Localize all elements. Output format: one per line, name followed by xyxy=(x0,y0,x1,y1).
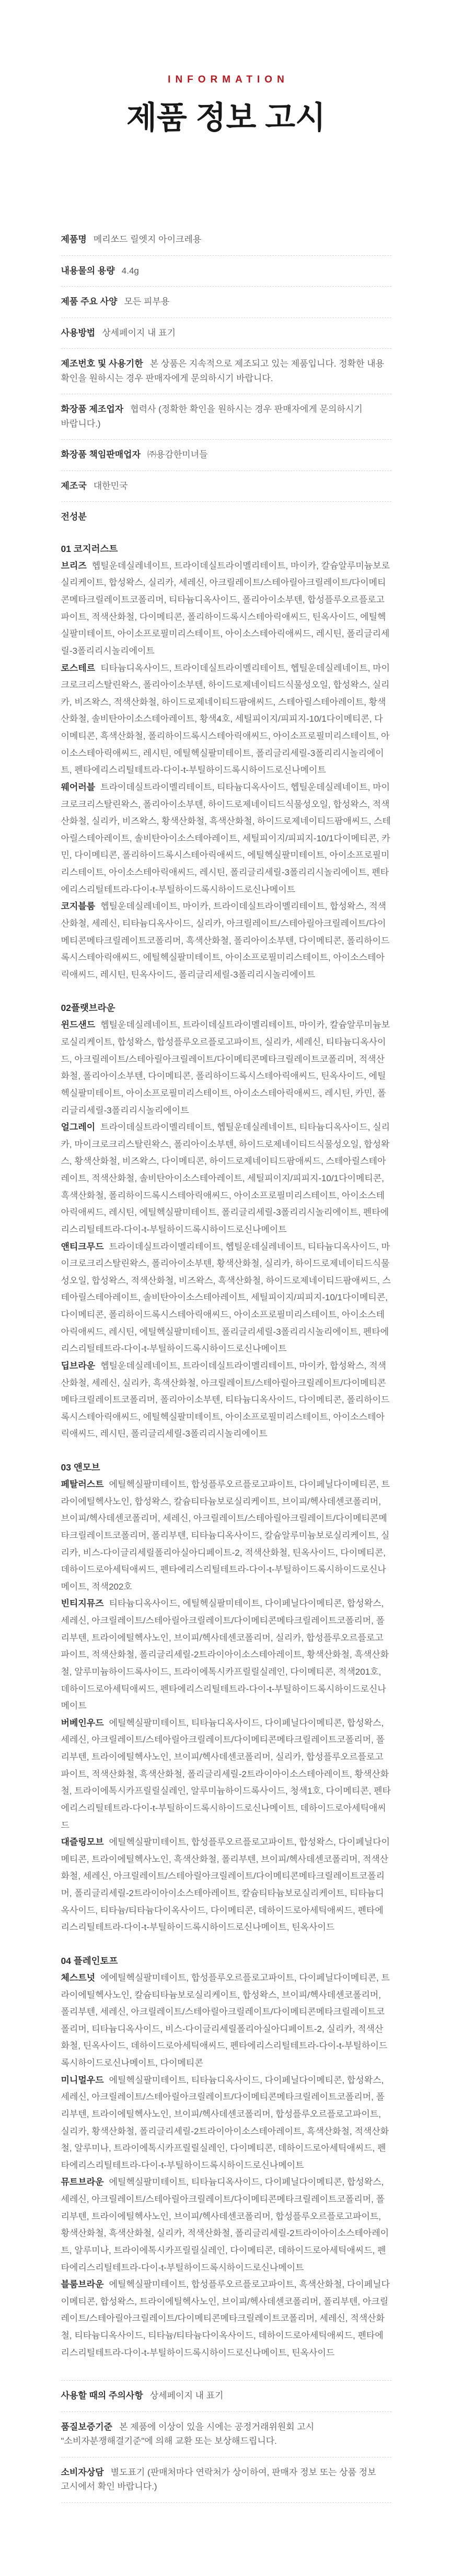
shade-name: 윈드샌드 xyxy=(61,1020,96,1030)
shade-ingredient-list: 트라이데실트라이멜리테이트, 헵틸운데실레네이트, 티타늄디옥사이드, 실리카, 마이크로크리스탈린왁스, 폴리아이소부텐, 하이드로제네이티드식물성오일, 합성왁스, 황색산화철, 비즈왁스, 다이메티콘, 하이드로제네이티드팜애씨드, 스테아릴스테아레이트, 적색산화철, 솔비탄아이소스테아레이트, 세틸피이지/피피지-10/1다이메티콘, 흑색산화철, 폴리하이드록시스테아릭애씨드, 아이소프로필미리스테이트, 아이소스테아릭애씨드, 레시틴, 에틸헥실팔미테이트, 폴리글리세릴-3폴리리시놀리에이트, 펜타에리스리틸테트라-다이-t-부틸하이드록시하이드로신나메이트 xyxy=(61,1122,390,1234)
ingredient-section-title: 02플랫브라운 xyxy=(61,1003,115,1014)
info-row xyxy=(61,440,391,471)
info-row-value: 모든 피부용 xyxy=(124,297,170,307)
footer-row-value: 상세페이지 내 표기 xyxy=(149,2391,224,2401)
info-row-label: 내용물의 용량 xyxy=(61,265,115,276)
ingredient-section xyxy=(61,1461,391,1936)
shade-ingredient-list: 에틸헥실팔미테이트, 합성플루오르플로고파이트, 흑색산화철, 다이페닐다이메티콘, 합성왁스, 트라이에틸헥사노인, 브이피/헥사데센코폴리머, 폴리부텐, 아크릴레이트/스테아릴아크릴레이트/다이메티콘메타크릴레이트코폴리머, 세레신, 적색산화철, 티타늄디옥사이드, 티타늄/티타늄다이옥사이드, 데하이드로아세틱애씨드, 펜타에리스리틸테트라-다이-t-부틸하이드록시하이드로신나메이트, 틴옥사이드 xyxy=(61,2279,390,2358)
shade-name: 코지블룸 xyxy=(61,901,96,912)
footer-row-value: 본 제품에 이상이 있을 시에는 공정거래위원회 고시 "소비자분쟁해결기준"에 의해 교환 또는 보상해드립니다. xyxy=(61,2421,315,2446)
footer-row-label: 소비자상담 xyxy=(61,2467,104,2477)
ingredient-section-title: 03 앤모브 xyxy=(61,1462,100,1473)
info-row-value: ㈜용감한미녀들 xyxy=(147,450,208,460)
info-row-value: 메리쏘드 릴엣지 아이크레용 xyxy=(93,234,202,244)
info-row-label: 화장품 제조업자 xyxy=(61,404,124,415)
ingredient-sections xyxy=(61,542,391,2362)
shade-name: 웨어러블 xyxy=(61,782,96,792)
shade-ingredient-list: 에틸헥실팔미테이트, 티타늄디옥사이드, 다이페닐다이메티콘, 합성왁스, 세레신, 아크릴레이트/스테아릴아크릴레이트/다이메티콘메타크릴레이트코폴리머, 폴리부텐, 트라이에틸헥사노인, 브이피/헥사데센코폴리머, 합성플루오르플로고파이트, 황색산화철, 흑색산화철, 실리카, 적색산화철, 폴리글리세릴-2트라이아이소스테아레이트, 알루미나, 트라이에톡시카프릴릴실레인, 다이메티콘, 데하이드로아세틱애씨드, 펜타에리스리틸테트라-다이-t-부틸하이드록시하이드로신나메이트 xyxy=(61,2177,389,2273)
info-row-value: 대한민국 xyxy=(93,480,128,491)
info-row xyxy=(61,471,391,502)
shade-ingredients xyxy=(61,2276,391,2361)
info-row-value: 4.4g xyxy=(121,265,139,276)
shade-ingredient-list: 티타늄디옥사이드, 에틸헥실팔미테이트, 다이페닐다이메티콘, 합성왁스, 세레신, 아크릴레이트/스테아릴아크릴레이트/다이메티콘메타크릴레이트코폴리머, 폴리부텐, 트라이에틸헥사노인, 브이피/헥사데센코폴리머, 실리카, 합성플루오르플로고파이트, 적색산화철, 폴리글리세릴-2트라이아이소스테아레이트, 황색산화철, 흑색산화철, 알루미늄하이드록사이드, 트라이에톡시카프릴릴실레인, 다이메티콘, 적색201호, 데하이드로아세틱애씨드, 펜타에리스리틸테트라-다이-t-부틸하이드록시하이드로신나메이트 xyxy=(61,1598,389,1711)
shade-ingredient-list: 에틸헥실팔미테이트, 합성플루오르플로고파이트, 합성왁스, 다이페닐다이메티콘, 트라이에틸헥사노인, 흑색산화철, 폴리부텐, 브이피/헥사데센코폴리머, 적색산화철, 세레신, 아크릴레이트/스테아릴아크릴레이트/다이메티콘메타크릴레이트코폴리머, 폴리글리세릴-2트라이아이소스테아레이트, 칼슘티타늄보로실리케이트, 티타늄디옥사이드, 티타늄/티타늄다이옥사이드, 다이메티콘, 데하이드로아세틱애씨드, 펜타에리스리틸테트라-다이-t-부틸하이드록시하이드로신나메이트, 틴옥사이드 xyxy=(61,1837,390,1933)
ingredient-section-title: 01 코지러스트 xyxy=(61,543,118,554)
footer-row-value: 별도표기 (판매처마다 연락처가 상이하여, 판매자 정보 또는 상품 정보 고시에서 확인 바랍니다.) xyxy=(61,2467,376,2492)
ingredients-label: 전성분 xyxy=(61,512,87,522)
shade-ingredient-list: 에에틸헥실팔미테이트, 합성플루오르플로고파이트, 다이페닐다이메티콘, 트라이에틸헥사노인, 칼슘티타늄보로실리케이트, 합성왁스, 브이피/헥사데센코폴리머, 폴리부텐, 세레신, 아크릴레이트/스테아릴아크릴레이트/다이메티콘메타크릴레이트코폴리머, 티타늄디옥사이드, 비스-다이글리세릴폴리아실아디페이트-2, 실리카, 적색산화철, 틴옥사이드, 데하이드로아세틱애씨드, 펜타에리스리틸테트라-다이-t-부틸하이드록시하이드로신나메이트, 다이메티콘 xyxy=(61,1972,390,2068)
shade-name: 앤티크무드 xyxy=(61,1241,104,1252)
shade-name: 딥브라운 xyxy=(61,1360,96,1371)
info-row xyxy=(61,318,391,349)
shade-name: 미니멀우드 xyxy=(61,2075,104,2085)
shade-ingredients xyxy=(61,1595,391,1714)
info-row-label: 제조번호 및 사용기한 xyxy=(61,359,143,369)
shade-name: 뮤트브라운 xyxy=(61,2177,104,2187)
info-row-label: 사용방법 xyxy=(61,327,96,338)
ingredient-section-title: 04 플레인토프 xyxy=(61,1955,118,1966)
info-row xyxy=(61,256,391,287)
info-row-label: 제품 주요 사양 xyxy=(61,297,118,307)
shade-ingredients xyxy=(61,1358,391,1443)
info-row xyxy=(61,394,391,440)
info-row xyxy=(61,287,391,318)
page-header xyxy=(0,0,452,138)
info-row xyxy=(61,349,391,394)
footer-row-label: 사용할 때의 주의사항 xyxy=(61,2391,143,2401)
info-row-label: 제조국 xyxy=(61,480,87,491)
shade-ingredients xyxy=(61,558,391,660)
shade-name: 얼그레이 xyxy=(61,1122,96,1133)
info-row-value: 본 상품은 지속적으로 제조되고 있는 제품입니다. 정확한 내용 확인을 원하시는 경우 판매자에게 문의하시기 바랍니다. xyxy=(61,359,385,383)
ingredient-section xyxy=(61,1954,391,2361)
shade-ingredients xyxy=(61,779,391,898)
shade-ingredients xyxy=(61,1476,391,1595)
shade-ingredients xyxy=(61,1970,391,2072)
shade-ingredients xyxy=(61,2174,391,2276)
shade-ingredient-list: 헵틸운데실레네이트, 트라이데실트라이멜리테이트, 마이카, 합성왁스, 적색산화철, 세레신, 실리카, 흑색산화철, 아크릴레이트/스테아릴아크릴레이트/다이메티콘메타크릴레이트코폴리머, 폴리아이소부텐, 티타늄디옥사이드, 다이메티콘, 폴리하이드록시스테아릭애씨드, 에틸헥실팔미테이트, 아이소프로필미리스테이트, 아이소스테아릭애씨드, 레시틴, 폴리글리세릴-3폴리리시놀리에이트 xyxy=(61,1360,390,1439)
shade-name: 빈티지뮤즈 xyxy=(61,1598,104,1609)
ingredient-section xyxy=(61,1001,391,1443)
shade-ingredients xyxy=(61,660,391,779)
shade-ingredients xyxy=(61,1239,391,1358)
shade-name: 로스테르 xyxy=(61,663,96,673)
shade-name: 체스트넛 xyxy=(61,1972,96,1983)
ingredients-section xyxy=(61,502,391,2381)
info-row xyxy=(61,225,391,256)
page-title: 제품 정보 고시 xyxy=(126,100,326,135)
footer-row xyxy=(61,2412,391,2457)
ingredient-section xyxy=(61,542,391,984)
shade-ingredient-list: 헵틸운데실레네이트, 마이카, 트라이데실트라이멜리테이트, 합성왁스, 적색산화철, 세레신, 티타늄디옥사이드, 실리카, 아크릴레이트/스테아릴아크릴레이트/다이메티콘메타크릴레이트코폴리머, 흑색산화철, 폴리아이소부텐, 다이메티콘, 폴리하이드록시스테아릭애씨드, 에틸헥실팔미테이트, 아이소프로필미리스테이트, 아이소스테아릭애씨드, 레시틴, 틴옥사이드, 폴리글리세릴-3폴리리시놀리에이트 xyxy=(61,901,390,980)
shade-name: 버베인우드 xyxy=(61,1718,104,1728)
footer-row xyxy=(61,2381,391,2412)
shade-ingredient-list: 헵틸운데실레네이트, 트라이데실트라이멜리테이트, 마이카, 칼슘알루미늄보로실리케이트, 합성왁스, 합성플루오르플로고파이트, 실리카, 세레신, 티타늄디옥사이드, 아크릴레이트/스테아릴아크릴레이트/다이메티콘메타크릴레이트코폴리머, 적색산화철, 폴리아이소부텐, 다이메티콘, 폴리하이드록시스테아릭애씨드, 틴옥사이드, 에틸헥실팔미테이트, 아이소프로필미리스테이트, 아이소스테아릭애씨드, 레시틴, 카민, 폴리글리세릴-3폴리리시놀리에이트 xyxy=(61,1020,390,1115)
info-row-label: 제품명 xyxy=(61,234,87,244)
information-eyebrow: INFORMATION xyxy=(168,74,289,85)
shade-name: 블룸브라운 xyxy=(61,2279,104,2290)
shade-ingredient-list: 에틸헥실팔미테이트, 티타늄디옥사이드, 다이페닐다이메티콘, 합성왁스, 세레신, 아크릴레이트/스테아릴아크릴레이트/다이메티콘메타크릴레이트코폴리머, 폴리부텐, 트라이에틸헥사노인, 브이피/헥사데센코폴리머, 실리카, 합성플루오르플로고파이트, 적색산화철, 흑색산화철, 폴리글리세릴-2트라이아이소스테아레이트, 황색산화철, 트라이에톡시카프릴릴실레인, 알루미늄하이드록사이드, 청색1호, 다이메티콘, 펜타에리스리틸테트라-다이-t-부틸하이드록시하이드로신나메이트, 데하이드로아세틱애씨드 xyxy=(61,1718,391,1830)
footer-row xyxy=(61,2457,391,2503)
info-row-value: 상세페이지 내 표기 xyxy=(102,327,176,338)
shade-ingredients xyxy=(61,2072,391,2174)
shade-ingredient-list: 에틸헥실팔미테이트, 합성플루오르플로고파이트, 다이페닐다이메티콘, 트라이에틸헥사노인, 합성왁스, 칼슘티타늄보로실리케이트, 브이피/헥사데센코폴리머, 브이피/헥사데센코폴리머, 세레신, 아크릴레이트/스테아릴아크릴레이트/다이메티콘메타크릴레이트코폴리머, 폴리부텐, 티타늄디옥사이드, 칼슘알루미늄보로실리케이트, 실리카, 비스-다이글리세릴폴리아실아디페이트-2, 적색산화철, 틴옥사이드, 다이메티콘, 데하이드로아세틱애씨드, 펜타에리스리틸테트라-다이-t-부틸하이드록시하이드로신나메이트, 적색202호 xyxy=(61,1479,390,1592)
footer-rows xyxy=(61,2381,391,2503)
shade-ingredient-list: 헵틸운데실레네이트, 트라이데실트라이멜리테이트, 마이카, 칼슘알루미늄보로실리케이트, 합성왁스, 실리카, 세레신, 아크릴레이트/스테아릴아크릴레이트/다이메티콘메타크릴레이트코폴리머, 티타늄디옥사이드, 폴리아이소부텐, 합성플루오르플로고파이트, 적색산화철, 다이메티콘, 폴리하이드록시스테아릭애씨드, 틴옥사이드, 에틸헥실팔미테이트, 아이소프로필미리스테이트, 아이소스테아릭애씨드, 레시틴, 폴리글리세릴-3폴리리시놀리에이트 xyxy=(61,560,390,656)
shade-name: 브리즈 xyxy=(61,560,87,571)
shade-ingredients xyxy=(61,1119,391,1238)
footer-row-label: 품질보증기준 xyxy=(61,2421,113,2432)
shade-ingredients xyxy=(61,1834,391,1936)
shade-ingredients xyxy=(61,1715,391,1834)
shade-ingredient-list: 트라이데실트라이멜리테이트, 헵틸운데실레네이트, 티타늄디옥사이드, 마이크로크리스탈린왁스, 폴리아이소부텐, 황색산화철, 실리카, 하이드로제네이티드식물성오일, 합성왁스, 적색산화철, 비즈왁스, 흑색산화철, 하이드로제네이티드팜애씨드, 스테아릴스테아레이트, 솔비탄아이소스테아레이트, 세틸피이지/피피지-10/1다이메티콘, 다이메티콘, 폴리하이드록시스테아릭애씨드, 아이소프로필미리스테이트, 아이소스테아릭애씨드, 레시틴, 에틸헥실팔미테이트, 폴리글리세릴-3폴리리시놀리에이트, 펜타에리스리틸테트라-다이-t-부틸하이드록시하이드로신나메이트 xyxy=(61,1241,391,1354)
shade-name: 페탈러스트 xyxy=(61,1479,104,1490)
shade-name: 대즐링모브 xyxy=(61,1837,104,1848)
shade-ingredient-list: 티타늄디옥사이드, 트라이데실트라이멜리테이트, 헵틸운데실레네이트, 마이크로크리스탈린왁스, 폴리아이소부텐, 하이드로제네이티드식물성오일, 합성왁스, 실리카, 비즈왁스, 적색산화철, 하이드로제네이티드팜애씨드, 스테아릴스테아레이트, 황색산화철, 솔비탄아이소스테아레이트, 황색4호, 세틸피이지/피피지-10/1다이메티콘, 다이메티콘, 흑색산화철, 폴리하이드록시스테아릭애씨드, 아이소프로필미리스테이트, 아이소스테아릭애씨드, 레시틴, 에틸헥실팔미테이트, 폴리글리세릴-3폴리리시놀리에이트, 펜타에리스리틸테트라-다이-t-부틸하이드록시하이드로신나메이트 xyxy=(61,663,390,775)
info-row-label: 화장품 책임판매업자 xyxy=(61,450,141,460)
shade-ingredient-list: 트라이데실트라이멜리테이트, 티타늄디옥사이드, 헵틸운데실레네이트, 마이크로크리스탈린왁스, 폴리아이소부텐, 하이드로제네이티드식물성오일, 합성왁스, 적색산화철, 실리카, 비즈왁스, 황색산화철, 흑색산화철, 하이드로제네이티드팜애씨드, 스테아릴스테아레이트, 솔비탄아이소스테아레이트, 세틸피이지/피피지-10/1다이메티콘, 카민, 다이메티콘, 폴리하이드록시스테아릭애씨드, 에틸헥실팔미테이트, 아이소프로필미리스테이트, 아이소스테아릭애씨드, 레시틴, 폴리글리세릴-3폴리리시놀리에이트, 펜타에리스리틸테트라-다이-t-부틸하이드록시하이드로신나메이트 xyxy=(61,782,391,895)
info-rows xyxy=(61,225,391,502)
shade-ingredient-list: 에틸헥실팔미테이트, 티타늄디옥사이드, 다이페닐다이메티콘, 합성왁스, 세레신, 아크릴레이트/스테아릴아크릴레이트/다이메티콘메타크릴레이트코폴리머, 폴리부텐, 트라이에틸헥사노인, 브이피/헥사데센코폴리머, 합성플루오르플로고파이트, 실리카, 황색산화철, 폴리글리세릴-2트라이아이소스테아레이트, 흑색산화철, 적색산화철, 알루미나, 트라이에톡시카프릴릴실레인, 다이메티콘, 데하이드로아세틱애씨드, 펜타에리스리틸테트라-다이-t-부틸하이드록시하이드로신나메이트 xyxy=(61,2075,389,2170)
shade-ingredients xyxy=(61,898,391,983)
shade-ingredients xyxy=(61,1017,391,1119)
info-row-value: 협력사 (정확한 확인을 원하시는 경우 판매자에게 문의하시기 바랍니다.) xyxy=(61,404,363,429)
info-table xyxy=(61,225,391,2503)
